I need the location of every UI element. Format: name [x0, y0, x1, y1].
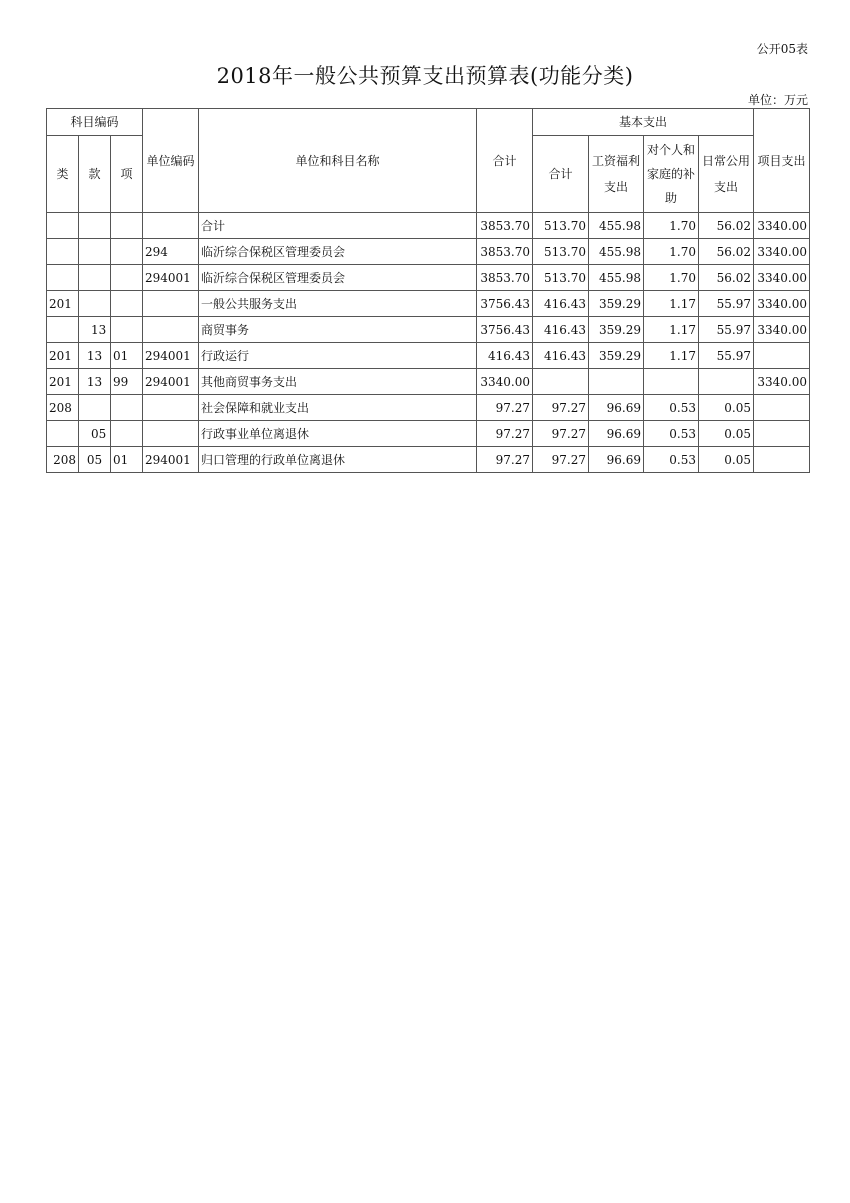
cell-total: 97.27 [477, 447, 533, 473]
cell-project: 3340.00 [754, 369, 810, 395]
cell-project [754, 395, 810, 421]
cell-basic-total: 97.27 [533, 395, 589, 421]
cell-personal [644, 369, 699, 395]
cell-xiang: 01 [111, 343, 143, 369]
header-name: 单位和科目名称 [199, 109, 477, 213]
cell-lei: 208 [47, 395, 79, 421]
cell-xiang: 01 [111, 447, 143, 473]
cell-basic-total: 416.43 [533, 343, 589, 369]
cell-total: 3853.70 [477, 265, 533, 291]
cell-daily: 55.97 [699, 343, 754, 369]
cell-salary: 359.29 [589, 317, 644, 343]
cell-salary: 359.29 [589, 343, 644, 369]
cell-kuan: 13 [79, 369, 111, 395]
cell-basic-total: 513.70 [533, 265, 589, 291]
cell-personal: 1.17 [644, 343, 699, 369]
cell-lei: 208 [47, 447, 79, 473]
cell-total: 97.27 [477, 421, 533, 447]
table-row [47, 317, 810, 343]
cell-unit-code: 294001 [143, 369, 199, 395]
header-kuan: 款 [79, 136, 111, 213]
cell-daily: 55.97 [699, 317, 754, 343]
header-xiang: 项 [111, 136, 143, 213]
cell-lei [47, 213, 79, 239]
cell-kuan: 13 [79, 343, 111, 369]
cell-name: 一般公共服务支出 [199, 291, 477, 317]
cell-salary: 455.98 [589, 213, 644, 239]
header-lei: 类 [47, 136, 79, 213]
cell-total: 3853.70 [477, 213, 533, 239]
header-daily: 日常公用支出 [699, 136, 754, 213]
cell-lei: 201 [47, 291, 79, 317]
cell-unit-code [143, 395, 199, 421]
cell-name: 临沂综合保税区管理委员会 [199, 239, 477, 265]
cell-project [754, 421, 810, 447]
cell-total: 416.43 [477, 343, 533, 369]
cell-xiang [111, 239, 143, 265]
table-row [47, 291, 810, 317]
cell-kuan [79, 265, 111, 291]
cell-unit-code: 294001 [143, 343, 199, 369]
cell-kuan [79, 395, 111, 421]
cell-basic-total: 513.70 [533, 239, 589, 265]
header-basic-total: 合计 [533, 136, 589, 213]
cell-personal: 0.53 [644, 447, 699, 473]
header-project: 项目支出 [754, 109, 810, 213]
cell-daily [699, 369, 754, 395]
cell-name: 归口管理的行政单位离退休 [199, 447, 477, 473]
header-basic: 基本支出 [533, 109, 754, 136]
cell-total: 97.27 [477, 395, 533, 421]
cell-basic-total: 416.43 [533, 317, 589, 343]
cell-project: 3340.00 [754, 239, 810, 265]
cell-name: 临沂综合保税区管理委员会 [199, 265, 477, 291]
cell-salary: 96.69 [589, 421, 644, 447]
cell-project: 3340.00 [754, 265, 810, 291]
cell-salary: 96.69 [589, 447, 644, 473]
cell-lei [47, 317, 79, 343]
cell-total: 3340.00 [477, 369, 533, 395]
cell-lei [47, 265, 79, 291]
cell-unit-code: 294 [143, 239, 199, 265]
table-row [47, 395, 810, 421]
table-row [47, 213, 810, 239]
cell-unit-code [143, 421, 199, 447]
cell-total: 3853.70 [477, 239, 533, 265]
table-body [47, 213, 810, 473]
cell-total: 3756.43 [477, 317, 533, 343]
cell-daily: 55.97 [699, 291, 754, 317]
table-row [47, 421, 810, 447]
cell-total: 3756.43 [477, 291, 533, 317]
header-row-1 [47, 109, 810, 136]
cell-xiang [111, 213, 143, 239]
cell-lei: 201 [47, 343, 79, 369]
cell-daily: 0.05 [699, 447, 754, 473]
cell-lei [47, 239, 79, 265]
cell-xiang [111, 421, 143, 447]
cell-salary: 359.29 [589, 291, 644, 317]
header-subject-code: 科目编码 [47, 109, 143, 136]
cell-basic-total: 97.27 [533, 421, 589, 447]
cell-name: 行政事业单位离退休 [199, 421, 477, 447]
cell-kuan [79, 213, 111, 239]
cell-xiang [111, 265, 143, 291]
cell-personal: 1.70 [644, 239, 699, 265]
cell-daily: 56.02 [699, 239, 754, 265]
cell-basic-total: 97.27 [533, 447, 589, 473]
cell-kuan: 05 [79, 447, 111, 473]
cell-salary [589, 369, 644, 395]
cell-xiang [111, 291, 143, 317]
cell-kuan [79, 291, 111, 317]
cell-project [754, 343, 810, 369]
cell-basic-total: 513.70 [533, 213, 589, 239]
cell-personal: 0.53 [644, 395, 699, 421]
header-personal: 对个人和家庭的补助 [644, 136, 699, 213]
cell-name: 商贸事务 [199, 317, 477, 343]
cell-unit-code: 294001 [143, 265, 199, 291]
table-row [47, 369, 810, 395]
cell-project: 3340.00 [754, 317, 810, 343]
header-salary: 工资福利支出 [589, 136, 644, 213]
cell-personal: 1.17 [644, 317, 699, 343]
table-row [47, 343, 810, 369]
cell-name: 社会保障和就业支出 [199, 395, 477, 421]
cell-daily: 0.05 [699, 421, 754, 447]
cell-daily: 56.02 [699, 213, 754, 239]
table-row [47, 447, 810, 473]
cell-personal: 1.70 [644, 265, 699, 291]
cell-xiang: 99 [111, 369, 143, 395]
cell-xiang [111, 317, 143, 343]
cell-xiang [111, 395, 143, 421]
cell-name: 其他商贸事务支出 [199, 369, 477, 395]
cell-personal: 1.17 [644, 291, 699, 317]
cell-project: 3340.00 [754, 213, 810, 239]
cell-unit-code [143, 317, 199, 343]
cell-project [754, 447, 810, 473]
table-header [47, 109, 810, 213]
unit-label: 单位：万元 [747, 93, 808, 107]
cell-daily: 56.02 [699, 265, 754, 291]
table-row [47, 265, 810, 291]
header-total: 合计 [477, 109, 533, 213]
cell-kuan: 13 [79, 317, 111, 343]
cell-basic-total: 416.43 [533, 291, 589, 317]
cell-unit-code [143, 213, 199, 239]
cell-personal: 1.70 [644, 213, 699, 239]
cell-daily: 0.05 [699, 395, 754, 421]
table-row [47, 239, 810, 265]
document-title: 2018年一般公共预算支出预算表(功能分类) [216, 64, 634, 88]
cell-unit-code: 294001 [143, 447, 199, 473]
header-unit-code: 单位编码 [143, 109, 199, 213]
cell-salary: 455.98 [589, 265, 644, 291]
budget-table [46, 108, 810, 473]
cell-lei: 201 [47, 369, 79, 395]
cell-kuan: 05 [79, 421, 111, 447]
cell-project: 3340.00 [754, 291, 810, 317]
cell-kuan [79, 239, 111, 265]
cell-salary: 96.69 [589, 395, 644, 421]
cell-personal: 0.53 [644, 421, 699, 447]
form-code: 公开05表 [756, 42, 808, 56]
cell-name: 合计 [199, 213, 477, 239]
cell-lei [47, 421, 79, 447]
cell-unit-code [143, 291, 199, 317]
cell-salary: 455.98 [589, 239, 644, 265]
cell-basic-total [533, 369, 589, 395]
cell-name: 行政运行 [199, 343, 477, 369]
